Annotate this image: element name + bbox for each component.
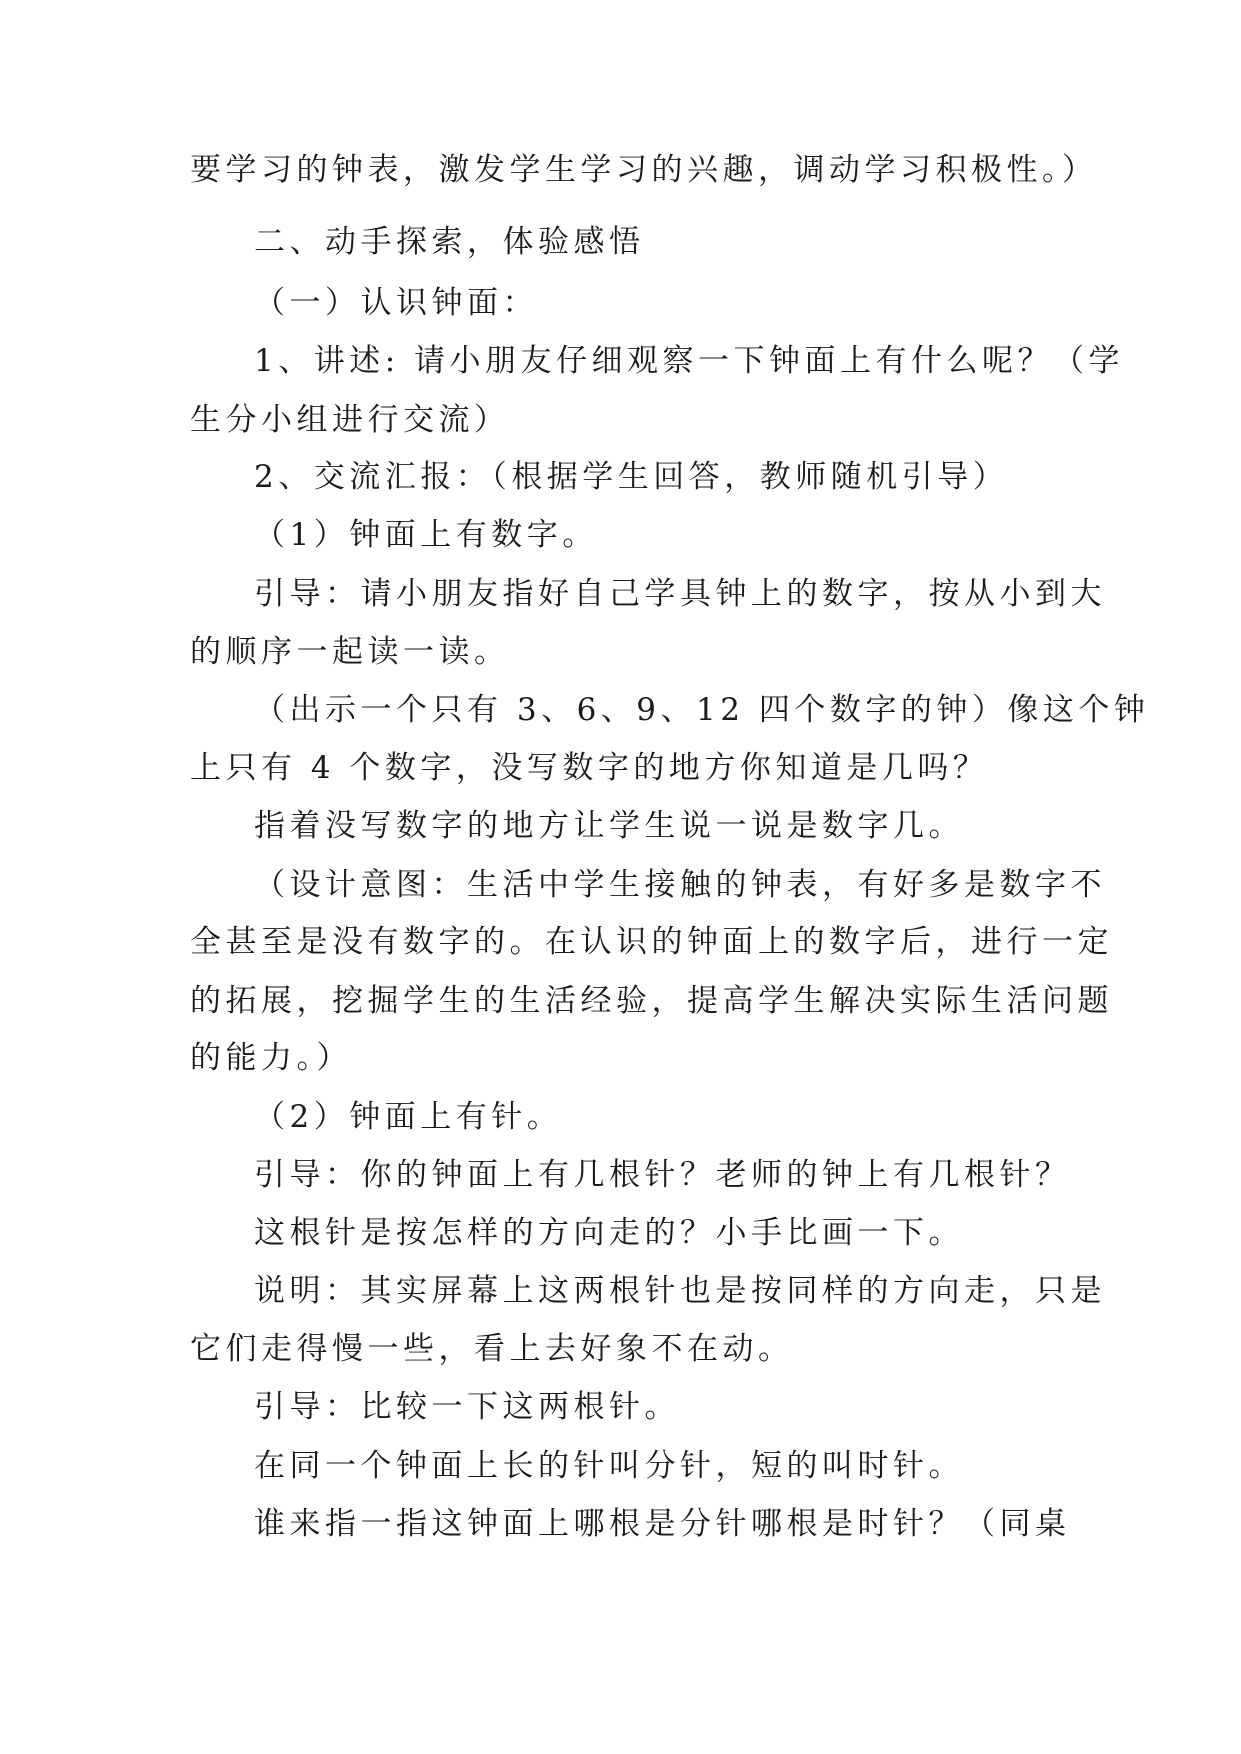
text-line: 生分小组进行交流）: [190, 402, 510, 438]
section-heading: 二、动手探索，体验感悟: [254, 224, 645, 260]
text-line: （设计意图：生活中学生接触的钟表，有好多是数字不: [254, 867, 1106, 903]
text-line: 引导：请小朋友指好自己学具钟上的数字，按从小到大: [254, 576, 1106, 612]
text-line: 谁来指一指这钟面上哪根是分针哪根是时针？（同桌: [254, 1506, 1071, 1542]
text-line: 要学习的钟表，激发学生学习的兴趣，调动学习积极性。）: [190, 152, 1098, 188]
text-line: 的拓展，挖掘学生的生活经验，提高学生解决实际生活问题: [190, 983, 1113, 1019]
text-line: 2、交流汇报：（根据学生回答，教师随机引导）: [254, 459, 1009, 495]
text-line: 说明：其实屏幕上这两根针也是按同样的方向走，只是: [254, 1273, 1106, 1309]
text-line: 它们走得慢一些，看上去好象不在动。: [190, 1331, 794, 1367]
subsection-heading: （2）钟面上有针。: [254, 1099, 563, 1135]
text-line: 全甚至是没有数字的。在认识的钟面上的数字后，进行一定: [190, 924, 1113, 960]
text-line: 1、讲述: 请小朋友仔细观察一下钟面上有什么呢？（学: [254, 343, 1125, 379]
text-line: （出示一个只有 3、6、9、12 四个数字的钟）像这个钟: [254, 692, 1150, 728]
text-line: 的顺序一起读一读。: [190, 634, 510, 670]
text-line: 指着没写数字的地方让学生说一说是数字几。: [254, 808, 964, 844]
text-line: 的能力。）: [190, 1040, 352, 1076]
text-line: 这根针是按怎样的方向走的？小手比画一下。: [254, 1215, 964, 1251]
subsection-heading: （1）钟面上有数字。: [254, 517, 598, 553]
subsection-heading: （一）认识钟面：: [254, 285, 538, 321]
text-line: 引导：你的钟面上有几根针？老师的钟上有几根针？: [254, 1157, 1071, 1193]
text-line: 上只有 4 个数字，没写数字的地方你知道是几吗？: [190, 750, 989, 786]
text-line: 引导：比较一下这两根针。: [254, 1389, 680, 1425]
text-line: 在同一个钟面上长的针叫分针，短的叫时针。: [254, 1448, 964, 1484]
